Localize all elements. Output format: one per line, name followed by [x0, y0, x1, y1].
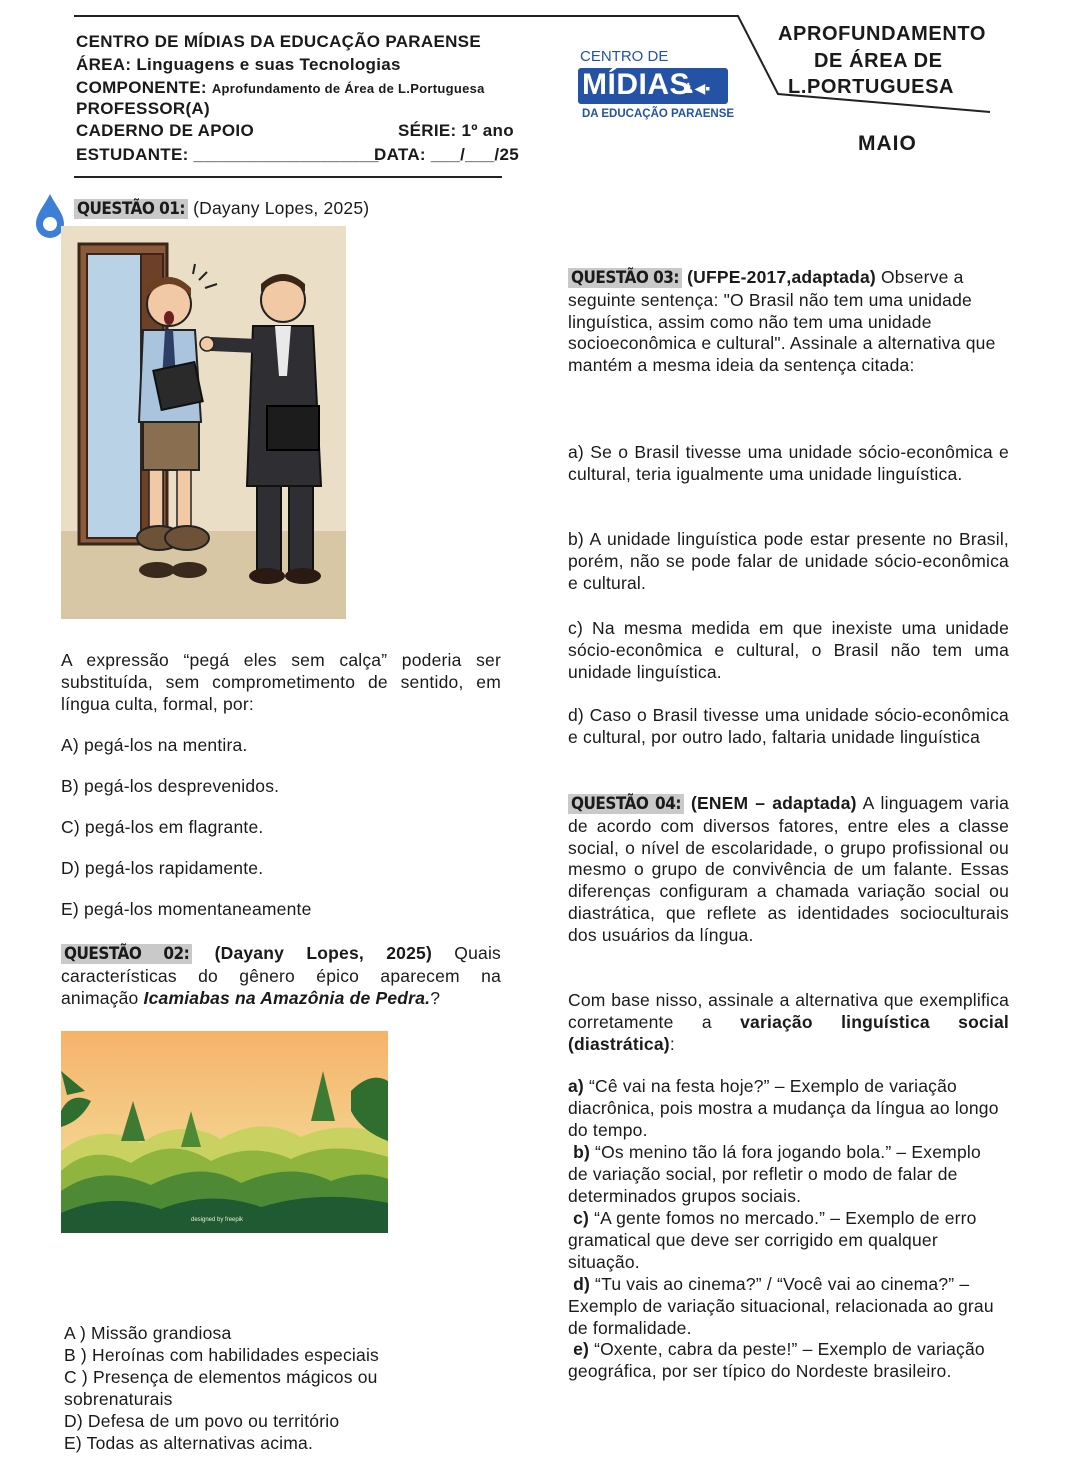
q4-option-e[interactable]: e) “Oxente, cabra da peste!” – Exemplo de variação geográfica, por ser típico do Nordeste brasileiro.: [568, 1339, 985, 1381]
title-line-3: L.PORTUGUESA: [788, 76, 955, 98]
q2-jungle-image: [61, 1031, 388, 1233]
q1-option-a[interactable]: A) pegá-los na mentira.: [61, 735, 248, 755]
q3-option-d[interactable]: d) Caso o Brasil tivesse uma unidade sócio-econômica e cultural, por outro lado, faltaria unidade linguística: [568, 705, 1009, 747]
logo-bottom-text: DA EDUCAÇÃO PARAENSE: [582, 108, 735, 120]
q3-option-c[interactable]: c) Na mesma medida em que inexiste uma unidade sócio-econômica e cultural, o Brasil não tem uma unidade linguística.: [568, 618, 1009, 682]
q4-tag: QUESTÃO 04:: [568, 794, 684, 814]
q1-source: (Dayany Lopes, 2025): [193, 198, 370, 218]
q2-image-credit: designed by freepik: [191, 1217, 244, 1223]
header-estudante: ESTUDANTE: ___________________: [76, 145, 379, 164]
header: [0, 0, 1080, 180]
header-caderno: CADERNO DE APOIO: [76, 121, 254, 140]
title-line-2: DE ÁREA DE: [814, 50, 943, 72]
q2-option-a[interactable]: A ) Missão grandiosa: [64, 1323, 232, 1343]
header-component: COMPONENTE: Aprofundamento de Área de L.Portuguesa: [76, 78, 485, 97]
q1-heading: [74, 198, 369, 221]
q4-instruction: Com base nisso, assinale a alternativa que exemplifica corretamente a variação linguística social (diastrática):: [568, 990, 1009, 1054]
header-data: DATA: ___/___/25: [374, 145, 519, 164]
q1-option-c[interactable]: C) pegá-los em flagrante.: [61, 817, 264, 837]
logo-main-text: MÍDIAS: [582, 68, 690, 101]
header-area: ÁREA: Linguagens e suas Tecnologias: [76, 55, 401, 74]
logo-icons: ♟◀▪: [682, 80, 711, 96]
q3-option-a[interactable]: a) Se o Brasil tivesse uma unidade sócio-econômica e cultural, teria igualmente uma unidade linguística.: [568, 442, 1009, 484]
q4-instruction-bold: variação linguística social (diastrática): [568, 1011, 1009, 1054]
header-org: CENTRO DE MÍDIAS DA EDUCAÇÃO PARAENSE: [76, 32, 481, 51]
q2-source: (Dayany Lopes, 2025): [214, 943, 432, 963]
header-serie: SÉRIE: 1º ano: [398, 121, 514, 140]
q2-animation-title: Icamiabas na Amazônia de Pedra.: [143, 987, 431, 1008]
q4-option-d[interactable]: d) “Tu vais ao cinema?” / “Você vai ao cinema?” – Exemplo de variação situacional, relacionada ao grau de formalidade.: [568, 1274, 994, 1338]
q4-option-a[interactable]: a) “Cê vai na festa hoje?” – Exemplo de variação diacrônica, pois mostra a mudança da língua ao longo do tempo.: [568, 1076, 999, 1140]
month-label: MAIO: [858, 132, 917, 155]
header-bottom-rule: [74, 176, 502, 178]
q1-option-d[interactable]: D) pegá-los rapidamente.: [61, 858, 264, 878]
q4-option-c[interactable]: c) “A gente fomos no mercado.” – Exemplo de erro gramatical que deve ser corrigido em qualquer situação.: [568, 1208, 977, 1272]
q3-source: (UFPE-2017,adaptada): [687, 267, 876, 287]
q2-option-c[interactable]: C ) Presença de elementos mágicos ou sobrenaturais: [64, 1367, 378, 1409]
q1-option-b[interactable]: B) pegá-los desprevenidos.: [61, 776, 280, 796]
q2-prompt: QUESTÃO 02: (Dayany Lopes, 2025) Quais características do gênero épico aparecem na animação Icamiabas na Amazônia de Pedra.?: [61, 943, 502, 1008]
q1-option-e[interactable]: E) pegá-los momentaneamente: [61, 899, 312, 919]
q2-option-e[interactable]: E) Todas as alternativas acima.: [64, 1433, 314, 1453]
q2-option-d[interactable]: D) Defesa de um povo ou território: [64, 1411, 340, 1431]
q3-option-b[interactable]: b) A unidade linguística pode estar presente no Brasil, porém, não se pode falar de unidade sócio-econômica e cultural.: [568, 529, 1009, 593]
q4-prompt: QUESTÃO 04: (ENEM – adaptada) A linguagem varia de acordo com diversos fatores, entre eles a classe social, o nível de escolaridade, o grupo profissional ou mesmo o grupo de convivência de um falante. Essas diferenças configuram a chamada variação social ou diastrática, que reflete as identidades socioculturais dos usuários da língua.: [568, 793, 1009, 945]
q1-tag: QUESTÃO 01:: [74, 199, 188, 219]
title-line-1: APROFUNDAMENTO: [778, 23, 987, 45]
q4-option-b[interactable]: b) “Os menino tão lá fora jogando bola.” – Exemplo de variação social, por refletir o modo de falar de determinados grupos sociais.: [568, 1142, 981, 1206]
q3-tag: QUESTÃO 03:: [568, 268, 682, 288]
q1-cartoon-image: [61, 226, 346, 619]
logo-top-text: CENTRO DE: [580, 48, 669, 65]
q3-prompt: QUESTÃO 03: (UFPE-2017,adaptada) Observe a seguinte sentença: "O Brasil não tem uma unidade linguística, assim como não tem uma unidade socioeconômica e cultural". Assinale a alternativa que mantém a mesma ideia da sentença citada:: [568, 267, 996, 376]
q4-source: (ENEM – adaptada): [690, 793, 857, 813]
q2-option-b[interactable]: B ) Heroínas com habilidades especiais: [64, 1345, 379, 1365]
header-professor: PROFESSOR(A): [76, 99, 210, 118]
q1-prompt: A expressão “pegá eles sem calça” poderia ser substituída, sem comprometimento de sentido, em língua culta, formal, por:: [61, 650, 501, 714]
q2-tag: QUESTÃO 02:: [61, 944, 192, 964]
centro-midias-logo: [578, 48, 738, 128]
